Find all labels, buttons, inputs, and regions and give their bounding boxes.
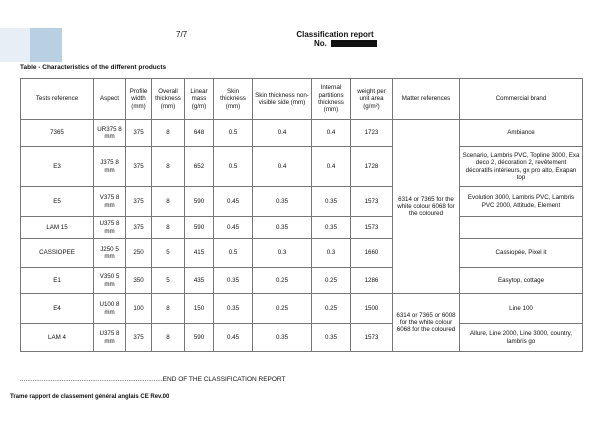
cell-thickness: 8 — [152, 120, 185, 147]
cell-matter-group: 6314 or 7365 for the white colour 6068 for the coloured — [393, 120, 460, 294]
column-header: Overall thickness (mm) — [152, 79, 185, 120]
cell-weight: 1573 — [351, 187, 393, 217]
cell-ref: E1 — [21, 268, 94, 294]
cell-brand: Evolution 3000, Lambris PVC, Lambris PVC 2000, Attitude, Element — [460, 187, 583, 217]
cell-width: 375 — [126, 120, 152, 147]
cell-thickness: 8 — [152, 324, 185, 352]
cell-ref: E3 — [21, 147, 94, 187]
cell-aspect: UR375 8 mm — [94, 120, 126, 147]
cell-skin-nv: 0.35 — [253, 324, 312, 352]
cell-mass: 150 — [185, 294, 214, 324]
cell-skin: 0.45 — [214, 217, 253, 239]
cell-mass: 648 — [185, 120, 214, 147]
cell-ref: LAM 4 — [21, 324, 94, 352]
table-header-row — [21, 79, 583, 120]
column-header: Commercial brand — [460, 79, 583, 120]
cell-weight: 1723 — [351, 120, 393, 147]
cell-skin: 0.5 — [214, 120, 253, 147]
logo-block-dark — [30, 28, 62, 62]
column-header: Skin thickness (mm) — [214, 79, 253, 120]
table-row — [21, 147, 583, 187]
table-row — [21, 217, 583, 239]
cell-skin-nv: 0.35 — [253, 187, 312, 217]
cell-brand: Cassiopée, Pixel it — [460, 239, 583, 268]
cell-brand: Ambiance — [460, 120, 583, 147]
table-caption: Table - Characteristics of the different products — [20, 64, 167, 71]
cell-brand: Scenario, Lambris PVC, Topline 3000, Exa deco 2, décoration 2, revêtement décoratifs intérieurs, gx pro alto, Exapan top — [460, 147, 583, 187]
cell-aspect: J375 8 mm — [94, 147, 126, 187]
cell-partition: 0.35 — [312, 187, 351, 217]
cell-partition: 0.4 — [312, 120, 351, 147]
cell-weight: 1500 — [351, 294, 393, 324]
cell-partition: 0.35 — [312, 324, 351, 352]
cell-brand: Easytop, cottage — [460, 268, 583, 294]
cell-skin-nv: 0.25 — [253, 294, 312, 324]
cell-mass: 435 — [185, 268, 214, 294]
column-header: Tests reference — [21, 79, 94, 120]
cell-width: 350 — [126, 268, 152, 294]
cell-aspect: U100 8 mm — [94, 294, 126, 324]
cell-weight: 1573 — [351, 217, 393, 239]
table-row — [21, 120, 583, 147]
cell-partition: 0.4 — [312, 147, 351, 187]
cell-weight: 1660 — [351, 239, 393, 268]
cell-partition: 0.35 — [312, 217, 351, 239]
cell-skin-nv: 0.3 — [253, 239, 312, 268]
cell-skin: 0.5 — [214, 147, 253, 187]
cell-width: 375 — [126, 217, 152, 239]
cell-partition: 0.3 — [312, 239, 351, 268]
cell-matter-group: 6314 or 7365 or 6008 for the white colour 6068 for the coloured — [393, 294, 460, 352]
cell-thickness: 8 — [152, 147, 185, 187]
cell-thickness: 5 — [152, 239, 185, 268]
cell-aspect: V350 5 mm — [94, 268, 126, 294]
cell-width: 375 — [126, 187, 152, 217]
cell-width: 375 — [126, 147, 152, 187]
cell-thickness: 5 — [152, 268, 185, 294]
report-number-label: No. — [314, 39, 327, 48]
cell-thickness: 8 — [152, 217, 185, 239]
cell-aspect: V375 8 mm — [94, 187, 126, 217]
cell-mass: 415 — [185, 239, 214, 268]
cell-width: 375 — [126, 324, 152, 352]
redacted-number — [331, 40, 377, 47]
characteristics-table — [20, 78, 583, 352]
cell-skin: 0.35 — [214, 294, 253, 324]
cell-brand: Allure, Line 2000, Line 3000, country, lambris go — [460, 324, 583, 352]
cell-width: 100 — [126, 294, 152, 324]
column-header: weight per unit area (g/m²) — [351, 79, 393, 120]
cell-ref: CASSIOPEE — [21, 239, 94, 268]
cell-weight: 1728 — [351, 147, 393, 187]
cell-aspect: U375 8 mm — [94, 217, 126, 239]
company-logo — [0, 28, 62, 62]
cell-ref: E5 — [21, 187, 94, 217]
end-of-report-line: ...............................................................................END OF THE CLASSIFICATION REPORT — [20, 376, 286, 383]
column-header: Profile width (mm) — [126, 79, 152, 120]
cell-brand: Line 100 — [460, 294, 583, 324]
cell-skin-nv: 0.25 — [253, 268, 312, 294]
table-row — [21, 324, 583, 352]
cell-skin: 0.35 — [214, 268, 253, 294]
cell-partition: 0.25 — [312, 294, 351, 324]
cell-aspect: J250 5 mm — [94, 239, 126, 268]
cell-thickness: 8 — [152, 294, 185, 324]
cell-skin-nv: 0.4 — [253, 120, 312, 147]
cell-weight: 1286 — [351, 268, 393, 294]
cell-mass: 590 — [185, 187, 214, 217]
cell-aspect: U375 8 mm — [94, 324, 126, 352]
cell-weight: 1573 — [351, 324, 393, 352]
table-row — [21, 268, 583, 294]
cell-width: 250 — [126, 239, 152, 268]
logo-block-light — [0, 28, 30, 62]
footer-template-label: Trame rapport de classement général anglais CE Rev.00 — [10, 394, 170, 400]
table-row — [21, 294, 583, 324]
cell-ref: E4 — [21, 294, 94, 324]
column-header: Linear mass (g/m) — [185, 79, 214, 120]
column-header: Internal partitions thickness (mm) — [312, 79, 351, 120]
cell-thickness: 8 — [152, 187, 185, 217]
page-number: 7/7 — [176, 30, 188, 39]
cell-skin: 0.45 — [214, 324, 253, 352]
table-row — [21, 239, 583, 268]
cell-partition: 0.25 — [312, 268, 351, 294]
cell-skin: 0.5 — [214, 239, 253, 268]
column-header: Matter references — [393, 79, 460, 120]
cell-mass: 590 — [185, 217, 214, 239]
table-row — [21, 187, 583, 217]
cell-mass: 590 — [185, 324, 214, 352]
cell-skin-nv: 0.4 — [253, 147, 312, 187]
cell-ref: 7365 — [21, 120, 94, 147]
column-header: Skin thickness non-visible side (mm) — [253, 79, 312, 120]
report-number — [314, 39, 377, 48]
cell-skin: 0.45 — [214, 187, 253, 217]
cell-brand — [460, 217, 583, 239]
cell-skin-nv: 0.35 — [253, 217, 312, 239]
cell-mass: 652 — [185, 147, 214, 187]
report-title: Classification report — [296, 30, 374, 39]
cell-ref: LAM 15 — [21, 217, 94, 239]
column-header: Aspect — [94, 79, 126, 120]
